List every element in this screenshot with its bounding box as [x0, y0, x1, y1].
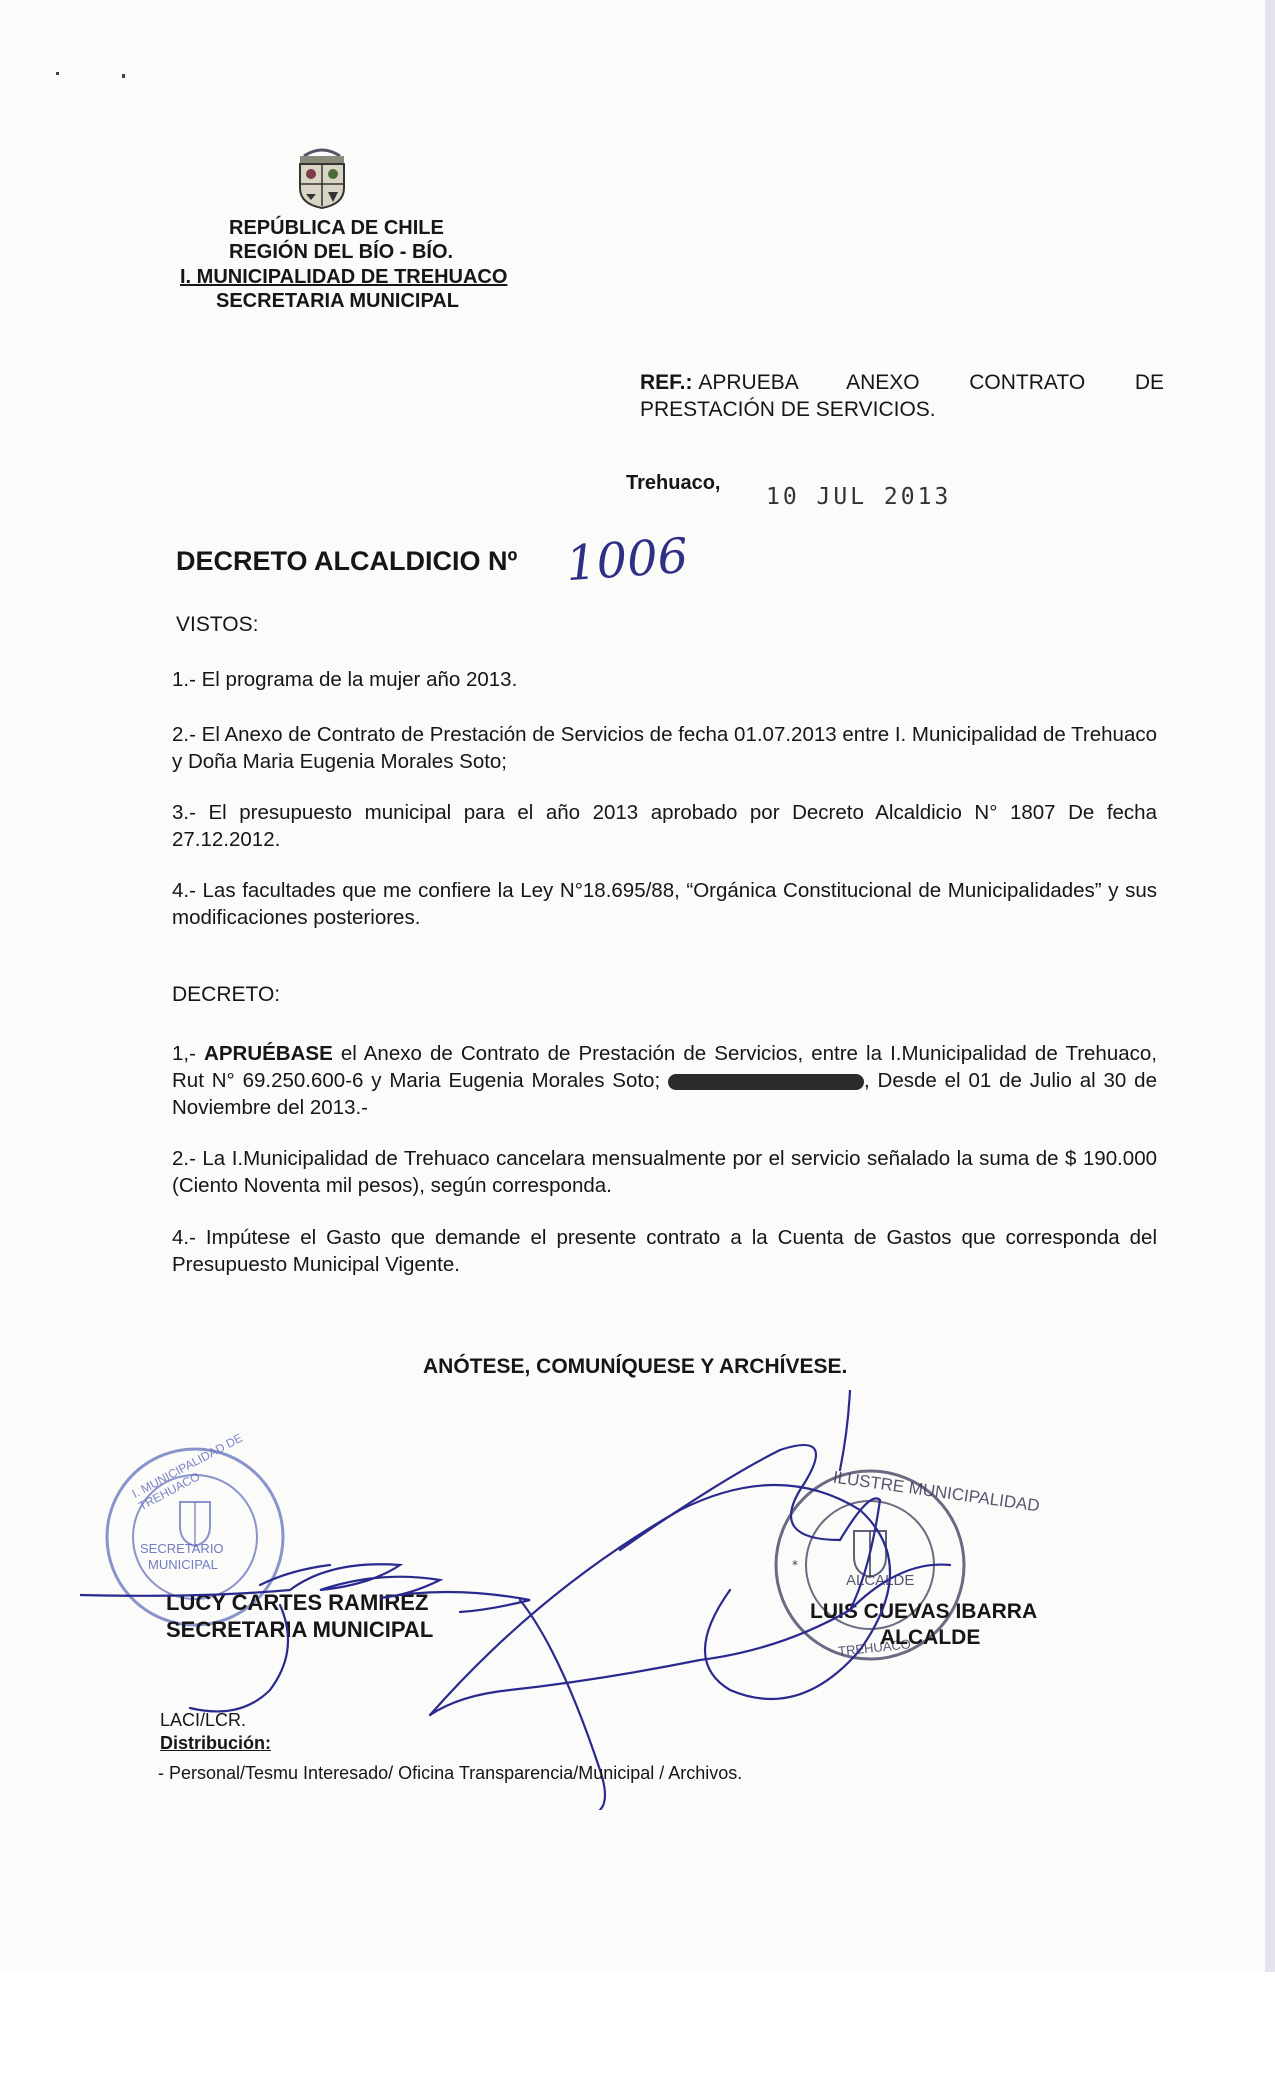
- decreto-item-1: [172, 1040, 1157, 1121]
- scan-speck: [122, 74, 125, 78]
- scan-speck: [56, 72, 59, 75]
- coat-of-arms-icon: [292, 142, 352, 210]
- distribution-text: - Personal/Tesmu Interesado/ Oficina Transparencia/Municipal / Archivos.: [158, 1763, 743, 1783]
- header-region: REGIÓN DEL BÍO - BÍO.: [229, 241, 454, 263]
- closing-formula: ANÓTESE, COMUNÍQUESE Y ARCHÍVESE.: [423, 1355, 848, 1378]
- distribution-label: Distribución:: [160, 1733, 271, 1753]
- mayor-stamp-bottom: TREHUACO: [837, 1636, 912, 1659]
- secretary-name: LUCY CARTES RAMIREZ: [166, 1590, 429, 1615]
- decreto-item-1-number: 1,-: [172, 1042, 196, 1065]
- decree-title: DECRETO ALCALDICIO Nº: [176, 546, 518, 576]
- decreto-item-1-text-b: , Desde el 01 de Julio al 30 de Noviembre del 2013.-: [172, 1069, 1157, 1119]
- decreto-item-1-verb: APRUÉBASE: [204, 1042, 333, 1065]
- decreto-item-1-text-a: el Anexo de Contrato de Prestación de Servicios, entre la I.Municipalidad de Trehuaco, Rut N° 69.250.600-6 y Maria Eugenia Morales Soto;: [172, 1042, 1157, 1092]
- mayor-name: LUIS CUEVAS IBARRA: [810, 1600, 1038, 1623]
- decreto-item-2: 2.- La I.Municipalidad de Trehuaco cancelara mensualmente por el servicio señalado la suma de $ 190.000 (Ciento Noventa mil pesos), según corresponda.: [172, 1147, 1157, 1197]
- header-office: SECRETARIA MUNICIPAL: [216, 290, 459, 312]
- secretary-stamp-center-2: MUNICIPAL: [148, 1557, 218, 1572]
- reference-label: REF.:: [640, 371, 693, 394]
- place-city: Trehuaco,: [626, 472, 721, 494]
- secretary-stamp-center-1: SECRETARIO: [140, 1541, 224, 1556]
- reference-line-1: APRUEBA ANEXO CONTRATO DE: [698, 371, 1164, 394]
- vistos-item-2: 2.- El Anexo de Contrato de Prestación de Servicios de fecha 01.07.2013 entre I. Municipalidad de Trehuaco y Doña Maria Eugenia Morales Soto;: [172, 723, 1157, 773]
- svg-text:*: *: [792, 1558, 798, 1572]
- header-municipality: I. MUNICIPALIDAD DE TREHUACO: [180, 266, 508, 288]
- decreto-item-4: 4.- Impútese el Gasto que demande el presente contrato a la Cuenta de Gastos que corresponda del Presupuesto Municipal Vigente.: [172, 1226, 1157, 1276]
- mayor-title: ALCALDE: [880, 1626, 981, 1649]
- header-country: REPÚBLICA DE CHILE: [229, 217, 444, 239]
- vistos-item-4: 4.- Las facultades que me confiere la Ley N°18.695/88, “Orgánica Constitucional de Municipalidades” y sus modificaciones posteriores.: [172, 879, 1157, 929]
- vistos-item-3: 3.- El presupuesto municipal para el año 2013 aprobado por Decreto Alcaldicio N° 1807 De fecha 27.12.2012.: [172, 801, 1157, 851]
- decree-number: 1006: [564, 527, 690, 593]
- redaction-bar: [668, 1074, 864, 1090]
- decreto-heading: DECRETO:: [172, 983, 281, 1006]
- reference-line-2: PRESTACIÓN DE SERVICIOS.: [640, 398, 936, 421]
- mayor-stamp-ring-text: ILUSTRE MUNICIPALIDAD: [831, 1467, 1041, 1516]
- mayor-stamp-center: ALCALDE: [846, 1572, 915, 1589]
- reference-block: [640, 369, 1164, 423]
- vistos-item-1: 1.- El programa de la mujer año 2013.: [172, 668, 518, 691]
- vistos-heading: VISTOS:: [176, 613, 259, 636]
- secretary-title: SECRETARIA MUNICIPAL: [166, 1617, 434, 1642]
- date-stamp: 10 JUL 2013: [766, 484, 952, 510]
- secretary-stamp-ring-text: I. MUNICIPALIDAD DE TREHUACO: [129, 1430, 245, 1514]
- footer-initials: LACI/LCR.: [160, 1710, 247, 1730]
